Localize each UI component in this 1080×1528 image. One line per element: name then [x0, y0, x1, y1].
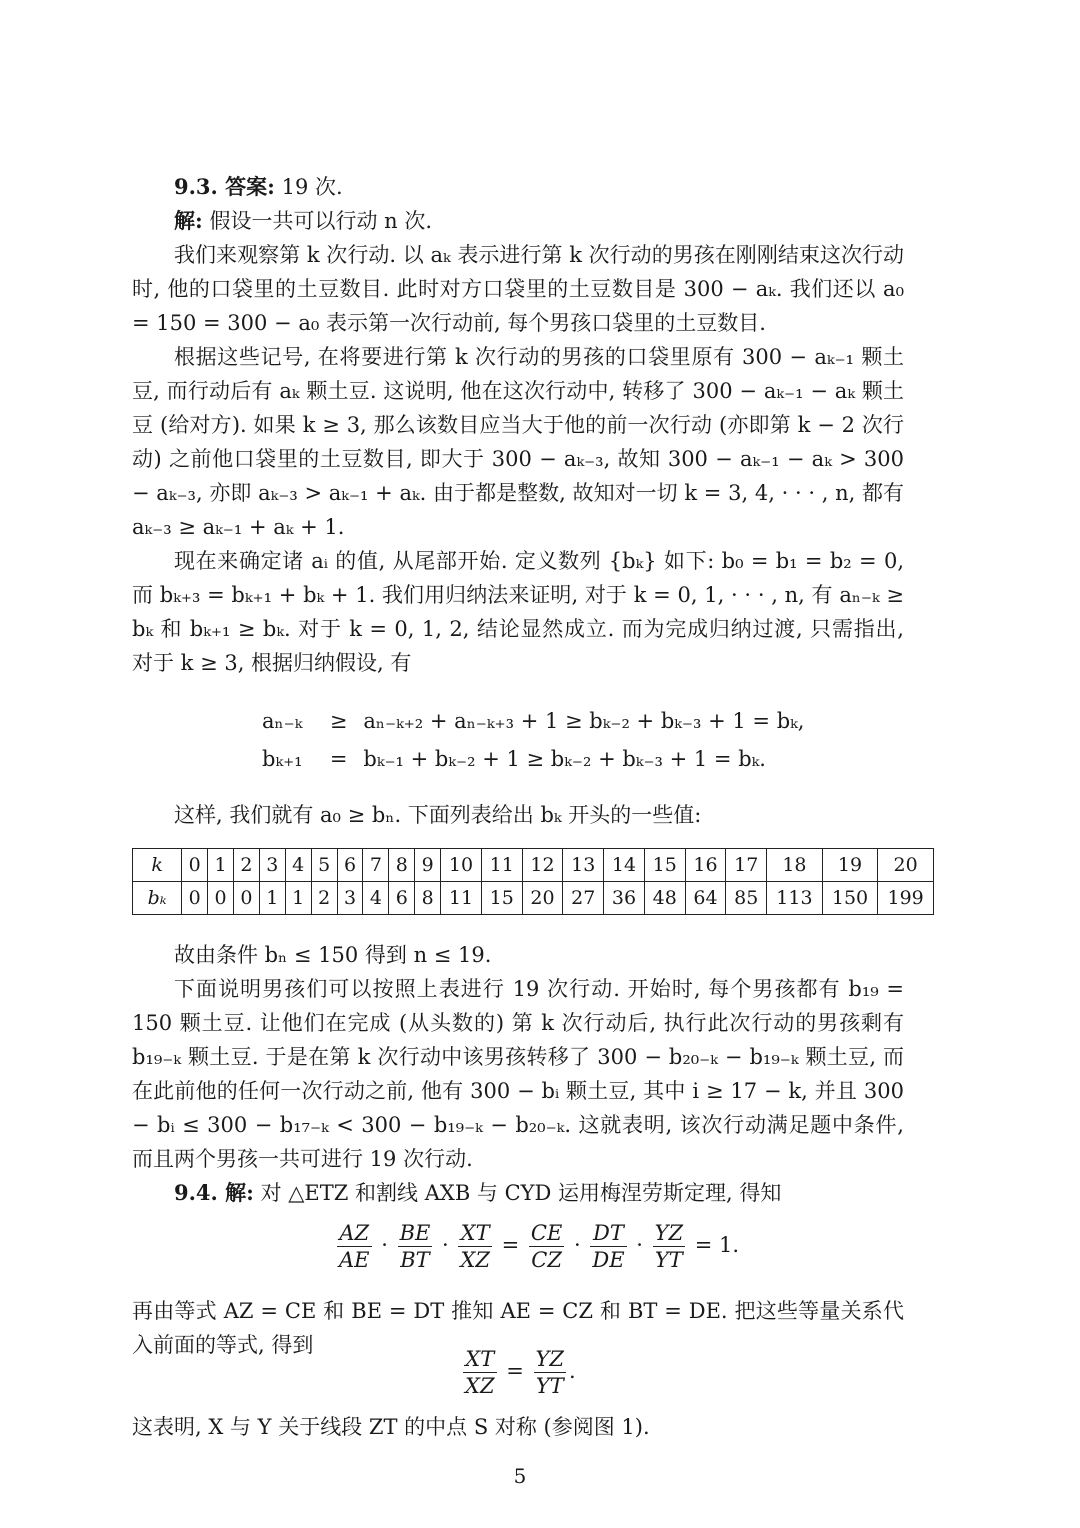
- eq2-relation: =: [329, 747, 348, 771]
- dot-operator: ·: [574, 1233, 581, 1257]
- dot-operator: ·: [636, 1233, 643, 1257]
- denominator: AE: [339, 1248, 370, 1272]
- paragraph-1: 我们来观察第 k 次行动. 以 aₖ 表示进行第 k 次行动的男孩在刚刚结束这次行动时, 他的口袋里的土豆数目. 此时对方口袋里的土豆数目是 300 − aₖ. 我们还以 a₀ = 150 = 300 − a₀ 表示第一次行动前, 每个男孩口袋里的土豆数目.: [132, 243, 904, 335]
- table-cell-k: 5: [311, 849, 337, 882]
- paragraph-8: 这表明, X 与 Y 关于线段 ZT 的中点 S 对称 (参阅图 1).: [132, 1415, 650, 1439]
- table-cell-bk: 1: [259, 882, 285, 915]
- numerator: YZ: [654, 1221, 684, 1245]
- equation-tail: = 1.: [694, 1233, 740, 1257]
- table-cell-bk: 36: [604, 882, 645, 915]
- table-cell-k: 20: [878, 849, 934, 882]
- fraction: [337, 1220, 372, 1273]
- denominator: CZ: [531, 1248, 562, 1272]
- numerator: AZ: [337, 1220, 372, 1247]
- answer-text: 19 次.: [274, 175, 343, 199]
- table-cell-bk: 150: [822, 882, 878, 915]
- table-cell-bk: 1: [285, 882, 311, 915]
- section-heading-9-4: 9.4. 解:: [174, 1180, 254, 1205]
- solution-intro: [132, 204, 904, 238]
- table-cell-k: 7: [363, 849, 389, 882]
- equals-sign: =: [506, 1359, 524, 1383]
- dot-operator: ·: [442, 1233, 449, 1257]
- page-number: 5: [513, 1464, 527, 1488]
- table-cell-k: 13: [563, 849, 604, 882]
- table-cell-bk: 113: [767, 882, 823, 915]
- table-cell-k: 8: [389, 849, 415, 882]
- table-cell-bk: 0: [234, 882, 260, 915]
- denominator: XZ: [465, 1374, 495, 1398]
- table-cell-bk: 2: [311, 882, 337, 915]
- section-9-3-answer: [132, 170, 904, 204]
- eq1-lhs: aₙ₋ₖ: [262, 709, 303, 733]
- table-cell-k: 12: [522, 849, 563, 882]
- table-cell-bk: 20: [522, 882, 563, 915]
- solution-label: 解:: [174, 208, 203, 233]
- menelaus-equation: [334, 1220, 739, 1273]
- eq2-lhs: bₖ₊₁: [262, 747, 303, 771]
- eq2-rhs: bₖ₋₁ + bₖ₋₂ + 1 ≥ bₖ₋₂ + bₖ₋₃ + 1 = bₖ.: [363, 747, 766, 771]
- solution-intro-text: 假设一共可以行动 n 次.: [202, 209, 432, 233]
- row-label-k: k: [133, 849, 182, 882]
- table-row-b: [133, 882, 934, 915]
- fraction: [463, 1346, 497, 1399]
- denominator: YT: [654, 1248, 683, 1272]
- eq1-relation: ≥: [329, 709, 348, 733]
- table-cell-bk: 0: [182, 882, 208, 915]
- table-cell-bk: 3: [337, 882, 363, 915]
- numerator: XT: [463, 1346, 497, 1373]
- table-cell-k: 10: [441, 849, 482, 882]
- denominator: XZ: [460, 1248, 490, 1272]
- numerator: YZ: [535, 1347, 564, 1371]
- denominator: DE: [592, 1248, 625, 1272]
- fraction: [534, 1346, 566, 1399]
- section-9-4: [132, 1176, 904, 1210]
- table-cell-k: 4: [285, 849, 311, 882]
- paragraph-4: 这样, 我们就有 a₀ ≥ bₙ. 下面列表给出 bₖ 开头的一些值:: [174, 803, 702, 827]
- table-cell-bk: 6: [389, 882, 415, 915]
- dot-operator: ·: [381, 1233, 388, 1257]
- table-cell-k: 2: [234, 849, 260, 882]
- fraction: [653, 1220, 685, 1273]
- section-9-4-text: 对 △ETZ 和割线 AXB 与 CYD 运用梅涅劳斯定理, 得知: [253, 1181, 782, 1205]
- table-cell-k: 11: [481, 849, 522, 882]
- table-cell-bk: 15: [481, 882, 522, 915]
- table-cell-bk: 48: [644, 882, 685, 915]
- table-row-k: [133, 849, 934, 882]
- table-cell-k: 17: [726, 849, 767, 882]
- table-cell-bk: 85: [726, 882, 767, 915]
- numerator: DT: [590, 1220, 626, 1247]
- table-cell-bk: 4: [363, 882, 389, 915]
- table-cell-k: 1: [208, 849, 234, 882]
- table-cell-bk: 199: [878, 882, 934, 915]
- fraction: [590, 1220, 626, 1273]
- table-cell-k: 16: [685, 849, 726, 882]
- table-cell-k: 18: [767, 849, 823, 882]
- paragraph-6: 下面说明男孩们可以按照上表进行 19 次行动. 开始时, 每个男孩都有 b₁₉ = 150 颗土豆. 让他们在完成 (从头数的) 第 k 次行动后, 执行此次行动的男孩剩有 b₁₉₋ₖ 颗土豆. 于是在第 k 次行动中该男孩转移了 300 − b₂₀₋ₖ − b₁₉₋ₖ 颗土豆, 而在此前他的任何一次行动之前, 他有 300 − bᵢ 颗土豆, 其中 i ≥ 17 − k, 并且 300 − bᵢ ≤ 300 − b₁₇₋ₖ < 300 − b₁₉₋ₖ − b₂₀₋ₖ. 这就表明, 该次行动满足题中条件, 而且两个男孩一共可进行 19 次行动.: [132, 977, 904, 1171]
- denominator: YT: [535, 1374, 564, 1398]
- table-cell-bk: 8: [415, 882, 441, 915]
- table-cell-bk: 11: [441, 882, 482, 915]
- row-label-bk: bₖ: [133, 882, 182, 915]
- table-cell-k: 3: [259, 849, 285, 882]
- table-cell-k: 9: [415, 849, 441, 882]
- eq1-rhs: aₙ₋ₖ₊₂ + aₙ₋ₖ₊₃ + 1 ≥ bₖ₋₂ + bₖ₋₃ + 1 = bₖ,: [363, 709, 805, 733]
- paragraph-2: 根据这些记号, 在将要进行第 k 次行动的男孩的口袋里原有 300 − aₖ₋₁ 颗土豆, 而行动后有 aₖ 颗土豆. 这说明, 他在这次行动中, 转移了 300 − aₖ₋₁ − aₖ 颗土豆 (给对方). 如果 k ≥ 3, 那么该数目应当大于他的前一次行动 (亦即第 k − 2 次行动) 之前他口袋里的土豆数目, 即大于 300 − aₖ₋₃, 故知 300 − aₖ₋₁ − aₖ > 300 − aₖ₋₃, 亦即 aₖ₋₃ > aₖ₋₁ + aₖ. 由于都是整数, 故知对一切 k = 3, 4, · · · , n, 都有 aₖ₋₃ ≥ aₖ₋₁ + aₖ + 1.: [132, 345, 904, 539]
- numerator: BE: [399, 1221, 431, 1245]
- table-cell-k: 19: [822, 849, 878, 882]
- table-cell-k: 6: [337, 849, 363, 882]
- fraction: [529, 1220, 564, 1273]
- paragraph-7: 再由等式 AZ = CE 和 BE = DT 推知 AE = CZ 和 BT = DE. 把这些等量关系代入前面的等式, 得到: [132, 1299, 904, 1357]
- table-cell-k: 0: [182, 849, 208, 882]
- xt-yz-equation: [460, 1346, 576, 1399]
- table-cell-k: 15: [644, 849, 685, 882]
- section-heading: 9.3. 答案:: [174, 174, 275, 199]
- table-cell-k: 14: [604, 849, 645, 882]
- fraction: [458, 1220, 492, 1273]
- table-cell-bk: 27: [563, 882, 604, 915]
- equation-tail: .: [569, 1359, 576, 1383]
- numerator: XT: [458, 1220, 492, 1247]
- bk-values-table: [132, 848, 934, 915]
- numerator: CE: [530, 1221, 563, 1245]
- table-cell-bk: 64: [685, 882, 726, 915]
- paragraph-5: 故由条件 bₙ ≤ 150 得到 n ≤ 19.: [174, 943, 492, 967]
- denominator: BT: [400, 1248, 430, 1272]
- paragraph-3: 现在来确定诸 aᵢ 的值, 从尾部开始. 定义数列 {bₖ} 如下: b₀ = b₁ = b₂ = 0, 而 bₖ₊₃ = bₖ₊₁ + bₖ + 1. 我们用归纳法来证明, 对于 k = 0, 1, · · · , n, 有 aₙ₋ₖ ≥ bₖ 和 bₖ₊₁ ≥ bₖ. 对于 k = 0, 1, 2, 结论显然成立. 而为完成归纳过渡, 只需指出, 对于 k ≥ 3, 根据归纳假设, 有: [132, 549, 904, 675]
- equals-sign: =: [501, 1233, 520, 1257]
- equation-2: [262, 742, 766, 776]
- table-cell-bk: 0: [208, 882, 234, 915]
- fraction: [398, 1220, 433, 1273]
- equation-1: [262, 704, 804, 738]
